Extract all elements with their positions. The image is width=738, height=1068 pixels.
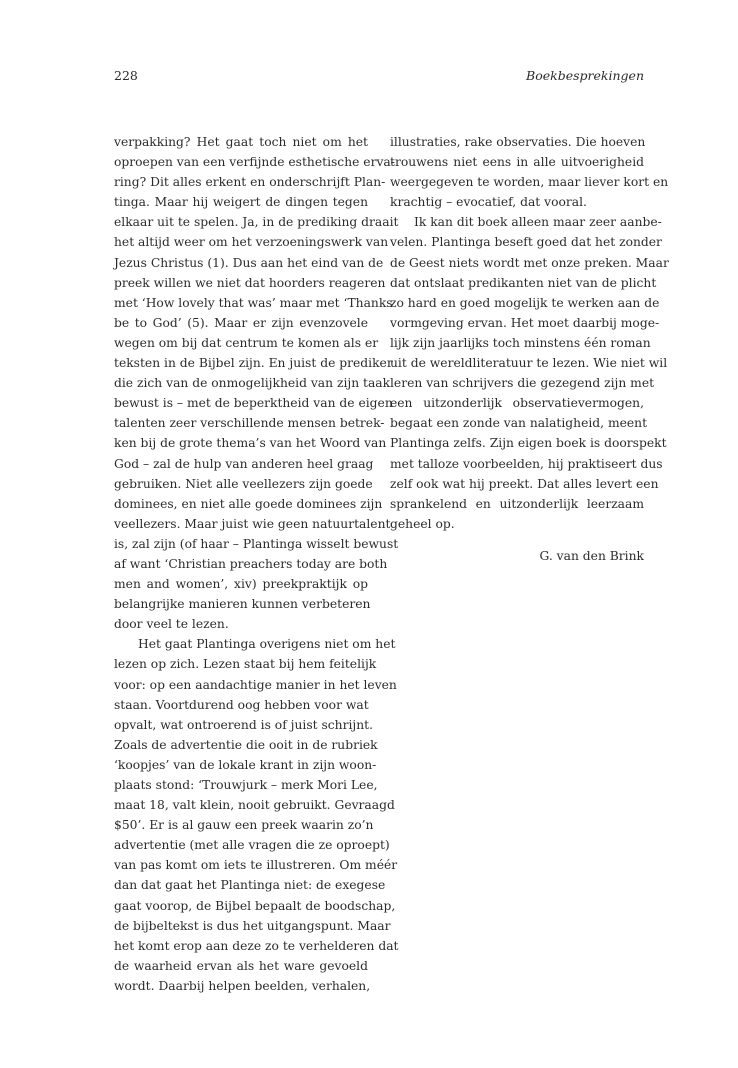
text-line: men and women’, xiv) preekpraktijk op [114,577,368,592]
text-line: tinga. Maar hij weigert de dingen tegen [114,195,368,210]
text-line: af want ‘Christian preachers today are both [114,556,388,571]
text-line: de bijbeltekst is dus het uitgangspunt. Maar [114,918,391,933]
text-line: Zoals de advertentie die ooit in de rubriek [114,737,378,752]
text-line: met talloze voorbeelden, hij praktiseert dus [390,456,663,471]
text-line: wordt. Daarbij helpen beelden, verhalen, [114,978,371,993]
text-line: weergegeven te worden, maar liever kort en [390,175,669,190]
author-signature: G. van den Brink [539,548,644,563]
text-line: velen. Plantinga beseft goed dat het zonder [390,235,662,250]
text-line: dat ontslaat predikanten niet van de plicht [390,275,657,290]
text-line: sprankelend en uitzonderlijk leerzaam [390,496,644,511]
text-line: de waarheid ervan als het ware gevoeld [114,958,368,973]
text-line: gebruiken. Niet alle veellezers zijn goede [114,476,373,491]
left-column [114,132,399,996]
running-head: Boekbesprekingen [526,68,644,83]
text-line: begaat een zonde van nalatigheid, meent [390,416,648,431]
text-line: dominees, en niet alle goede dominees zijn [114,496,383,511]
text-line: illustraties, rake observaties. Die hoeven [390,135,646,149]
text-line: uit de wereldliteratuur te lezen. Wie niet wil [390,356,668,371]
text-line: $50’. Er is al gauw een preek waarin zo’n [114,818,374,833]
text-line: is, zal zijn (of haar – Plantinga wisselt bewust [114,536,399,551]
text-line: leren van schrijvers die gezegend zijn met [390,376,655,391]
text-line: belangrijke manieren kunnen verbeteren [114,597,371,612]
text-line: de Geest niets wordt met onze preken. Maar [390,255,669,270]
text-line: het altijd weer om het verzoeningswerk van [114,235,389,250]
text-line: krachtig – evocatief, dat vooral. [390,195,587,210]
right-column [390,132,669,566]
text-line: bewust is – met de beperktheid van de eigen [114,396,393,411]
text-line: van pas komt om iets te illustreren. Om méér [114,858,398,873]
text-line: lijk zijn jaarlijks toch minstens één roman [390,335,651,350]
text-line: oproepen van een verfijnde esthetische erva- [114,155,395,170]
text-line: Jezus Christus (1). Dus aan het eind van de [114,255,384,270]
text-line: advertentie (met alle vragen die ze oproept) [114,838,390,853]
text-line: gaat voorop, de Bijbel bepaalt de boodschap, [114,898,396,913]
text-line: vormgeving ervan. Het moet daarbij moge- [390,315,660,330]
text-line: opvalt, wat ontroerend is of juist schrijnt. [114,717,373,732]
text-line: zo hard en goed mogelijk te werken aan de [390,295,660,310]
text-line: met ‘How lovely that was’ maar met ‘Thanks [114,295,393,310]
text-line: God – zal de hulp van anderen heel graag [114,456,374,471]
text-line: maat 18, valt klein, nooit gebruikt. Gevraagd [114,798,395,813]
text-line: zelf ook wat hij preekt. Dat alles levert een [390,476,659,491]
text-line: het komt erop aan deze zo te verhelderen dat [114,938,399,953]
text-line: die zich van de onmogelijkheid van zijn taak [114,376,391,391]
text-line: ring? Dit alles erkent en onderschrijft Plan- [114,175,386,190]
text-line: Ik kan dit boek alleen maar zeer aanbe- [414,215,662,230]
text-line: elkaar uit te spelen. Ja, in de prediking draait [114,215,399,230]
text-line: trouwens niet eens in alle uitvoerigheid [390,155,644,170]
text-line: Het gaat Plantinga overigens niet om het [138,637,396,652]
text-line: staan. Voortdurend oog hebben voor wat [114,697,369,712]
text-line: een uitzonderlijk observatievermogen, [390,396,644,411]
text-line: ken bij de grote thema’s van het Woord van [114,436,387,451]
text-line: veellezers. Maar juist wie geen natuurtalent [114,516,391,531]
text-line: be to God’ (5). Maar er zijn evenzovele [114,315,368,330]
text-line: voor: op een aandachtige manier in het leven [114,677,397,692]
text-line: talenten zeer verschillende mensen betrek- [114,416,385,431]
text-line: wegen om bij dat centrum te komen als er [114,335,379,350]
text-line: ‘koopjes’ van de lokale krant in zijn woon- [114,757,377,772]
page-number: 228 [114,68,138,83]
text-line: door veel te lezen. [114,617,229,632]
text-line: teksten in de Bijbel zijn. En juist de prediker [114,356,393,371]
text-line: geheel op. [390,516,455,531]
text-line: preek willen we niet dat hoorders reageren [114,275,386,290]
text-line: verpakking? Het gaat toch niet om het [114,135,368,149]
text-line: dan dat gaat het Plantinga niet: de exegese [114,878,386,893]
text-line: Plantinga zelfs. Zijn eigen boek is doorspekt [390,436,667,451]
text-line: lezen op zich. Lezen staat bij hem feitelijk [114,657,377,672]
text-line: plaats stond: ‘Trouwjurk – merk Mori Lee, [114,778,378,792]
